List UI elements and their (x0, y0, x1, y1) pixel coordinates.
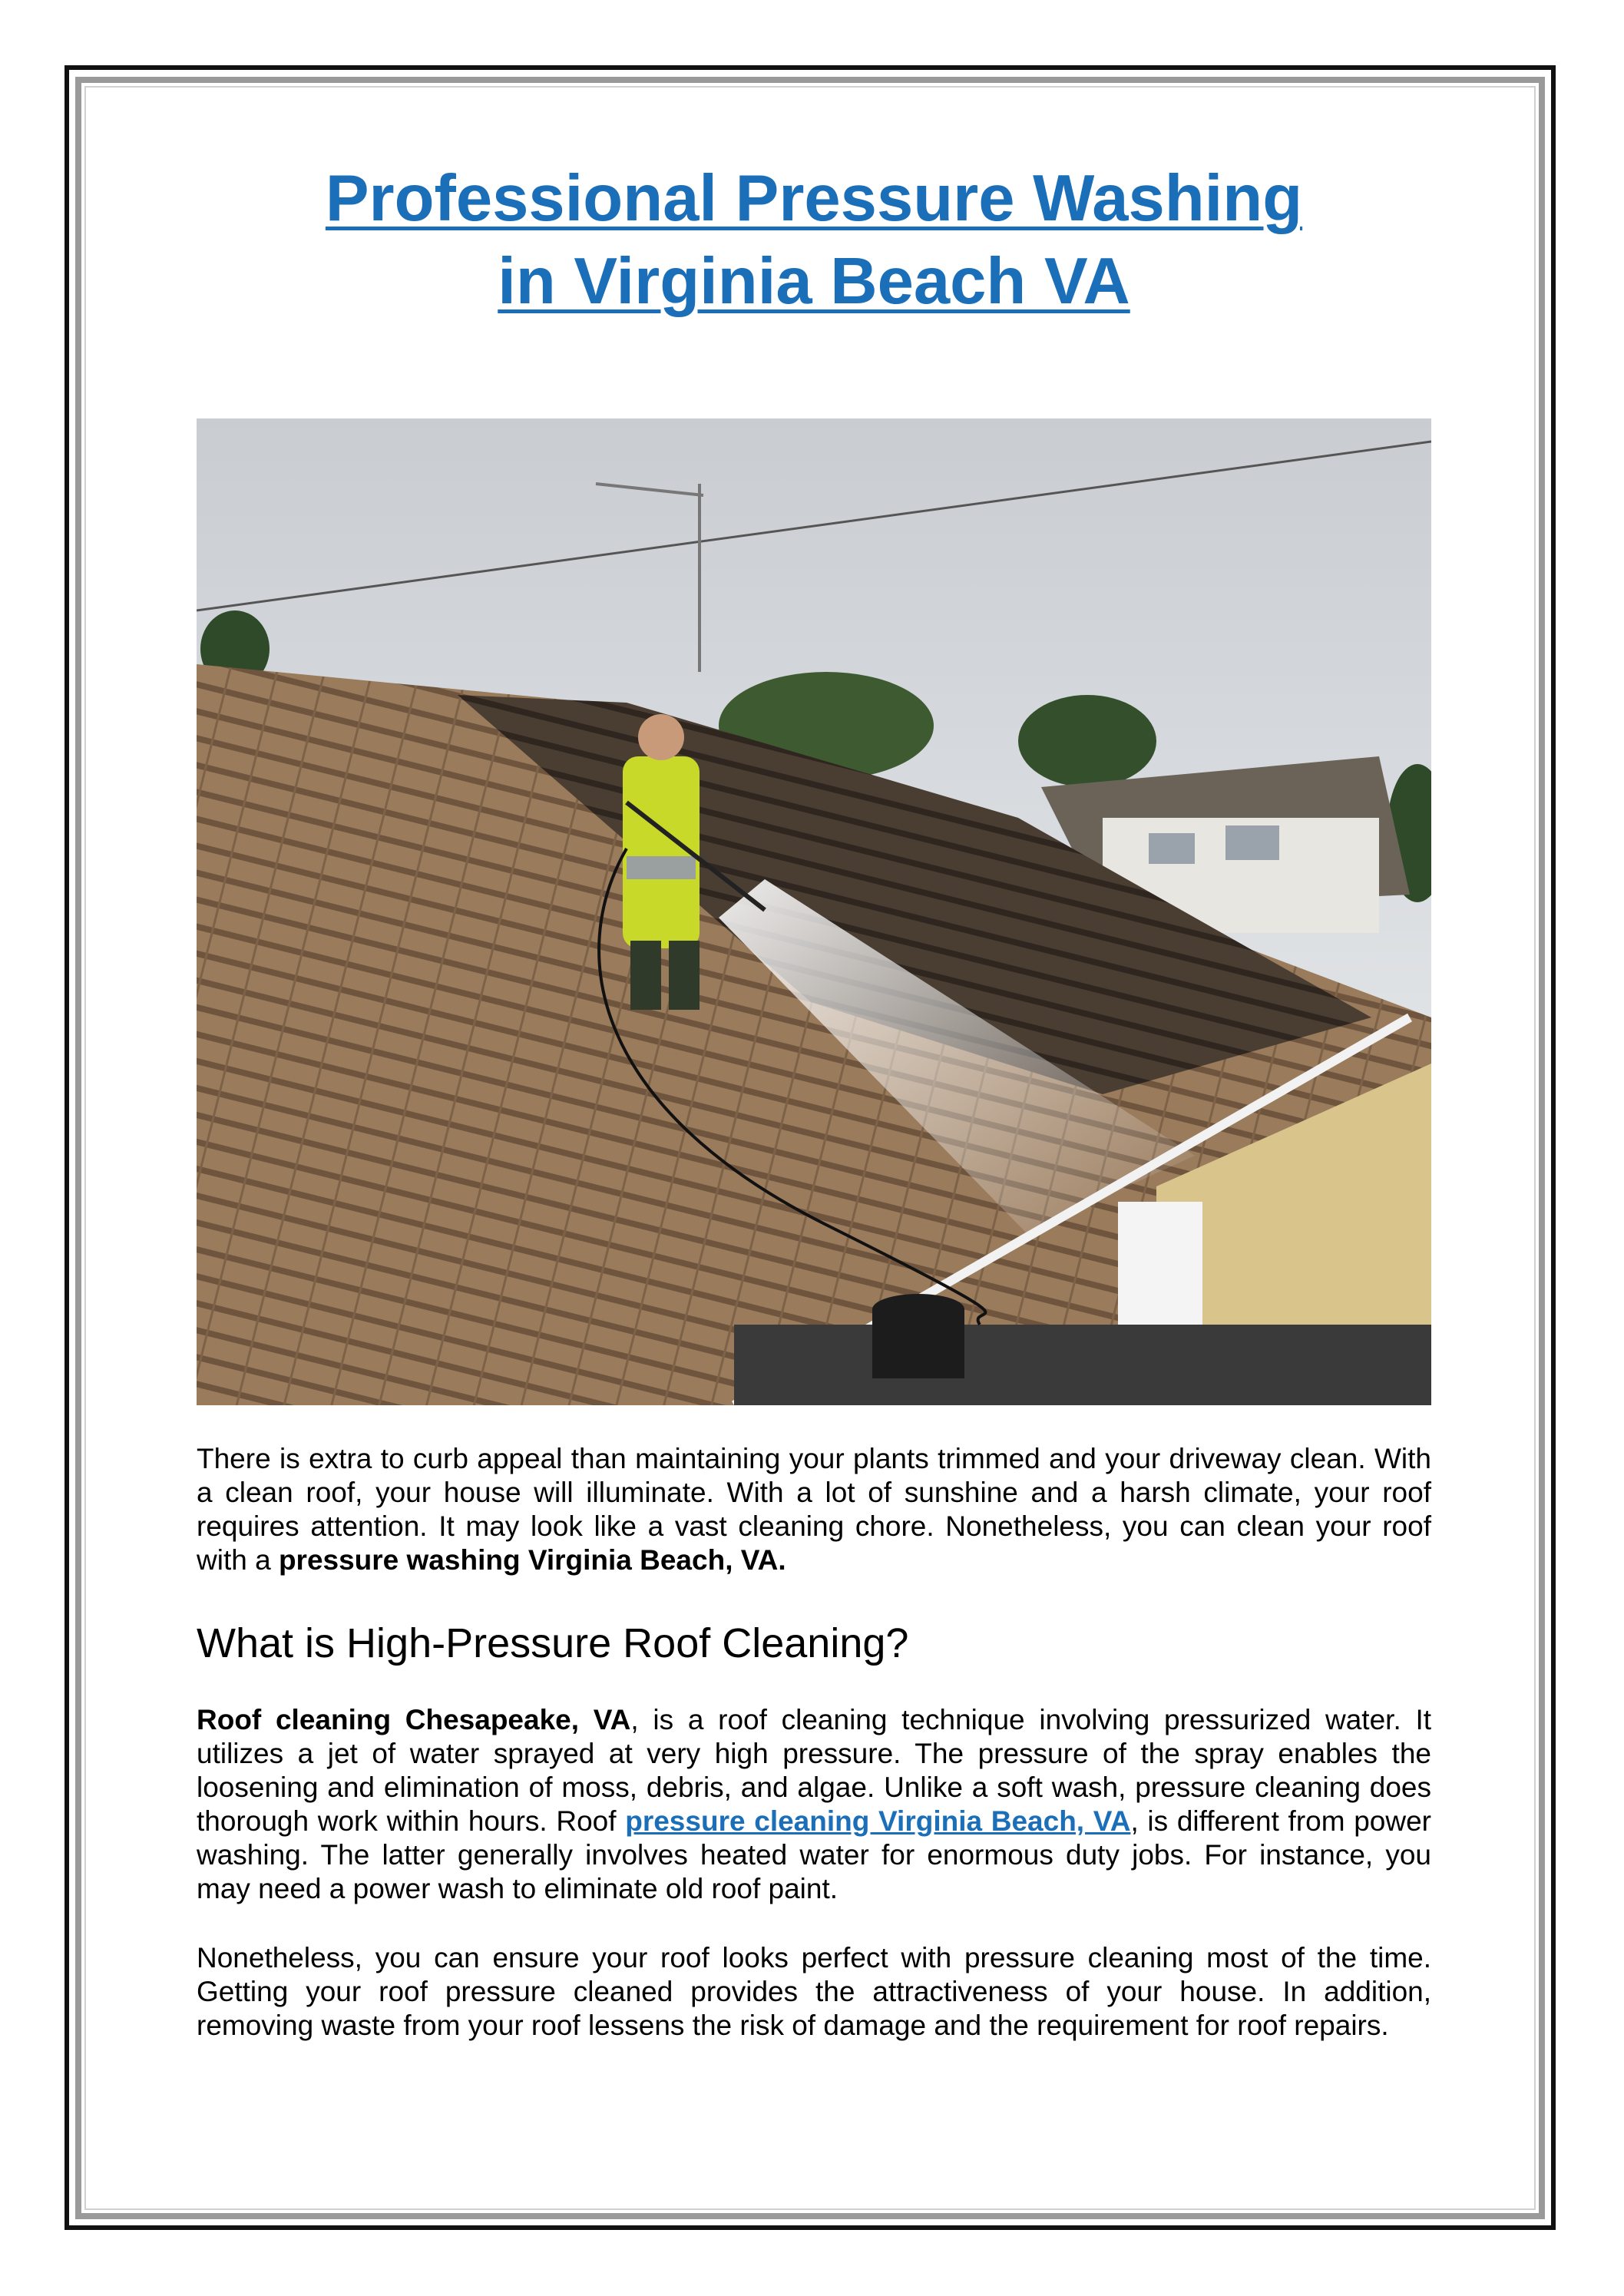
title-line-2: in Virginia Beach VA (498, 245, 1130, 318)
roof-photo-illustration (197, 419, 1431, 1405)
p1-bold-keyword: Roof cleaning Chesapeake, VA (197, 1704, 631, 1735)
intro-paragraph (197, 1442, 1431, 1577)
page-title (197, 157, 1431, 323)
title-link[interactable] (326, 162, 1302, 318)
title-line-1: Professional Pressure Washing (325, 162, 1303, 235)
intro-bold-keyword: pressure washing Virginia Beach, VA. (278, 1544, 786, 1576)
roof-cleaning-photo (197, 419, 1431, 1405)
p1-text-b: , is different from power washing. The latter generally involves heated water for enormous duty jobs. For instance, you may need a power wash to eliminate old roof paint. (197, 1805, 1432, 1904)
pressure-cleaning-link[interactable]: pressure cleaning Virginia Beach, VA (625, 1805, 1131, 1837)
intro-text: There is extra to curb appeal than maintaining your plants trimmed and your driveway clean. With a clean roof, your house will illuminate. With a lot of sunshine and a harsh climate, your roof requires attention. It may look like a vast cleaning chore. Nonetheless, you can clean your roof with a (197, 1443, 1431, 1576)
p1-text-a: , is a roof cleaning technique involving pressurized water. It utilizes a jet of water sprayed at very high pressure. The pressure of the spray enables the loosening and elimination of moss, debris, and algae. Unlike a soft wash, pressure cleaning does thorough work within hours. Roof (197, 1704, 1431, 1837)
section-paragraph-1 (197, 1703, 1431, 1906)
section-paragraph-2: Nonetheless, you can ensure your roof looks perfect with pressure cleaning most of the time. Getting your roof pressure cleaned provides the attractiveness of your house. In addition, removing waste from your roof lessens the risk of damage and the requirement for roof repairs. (197, 1942, 1431, 2041)
section-heading: What is High-Pressure Roof Cleaning? (197, 1620, 909, 1666)
